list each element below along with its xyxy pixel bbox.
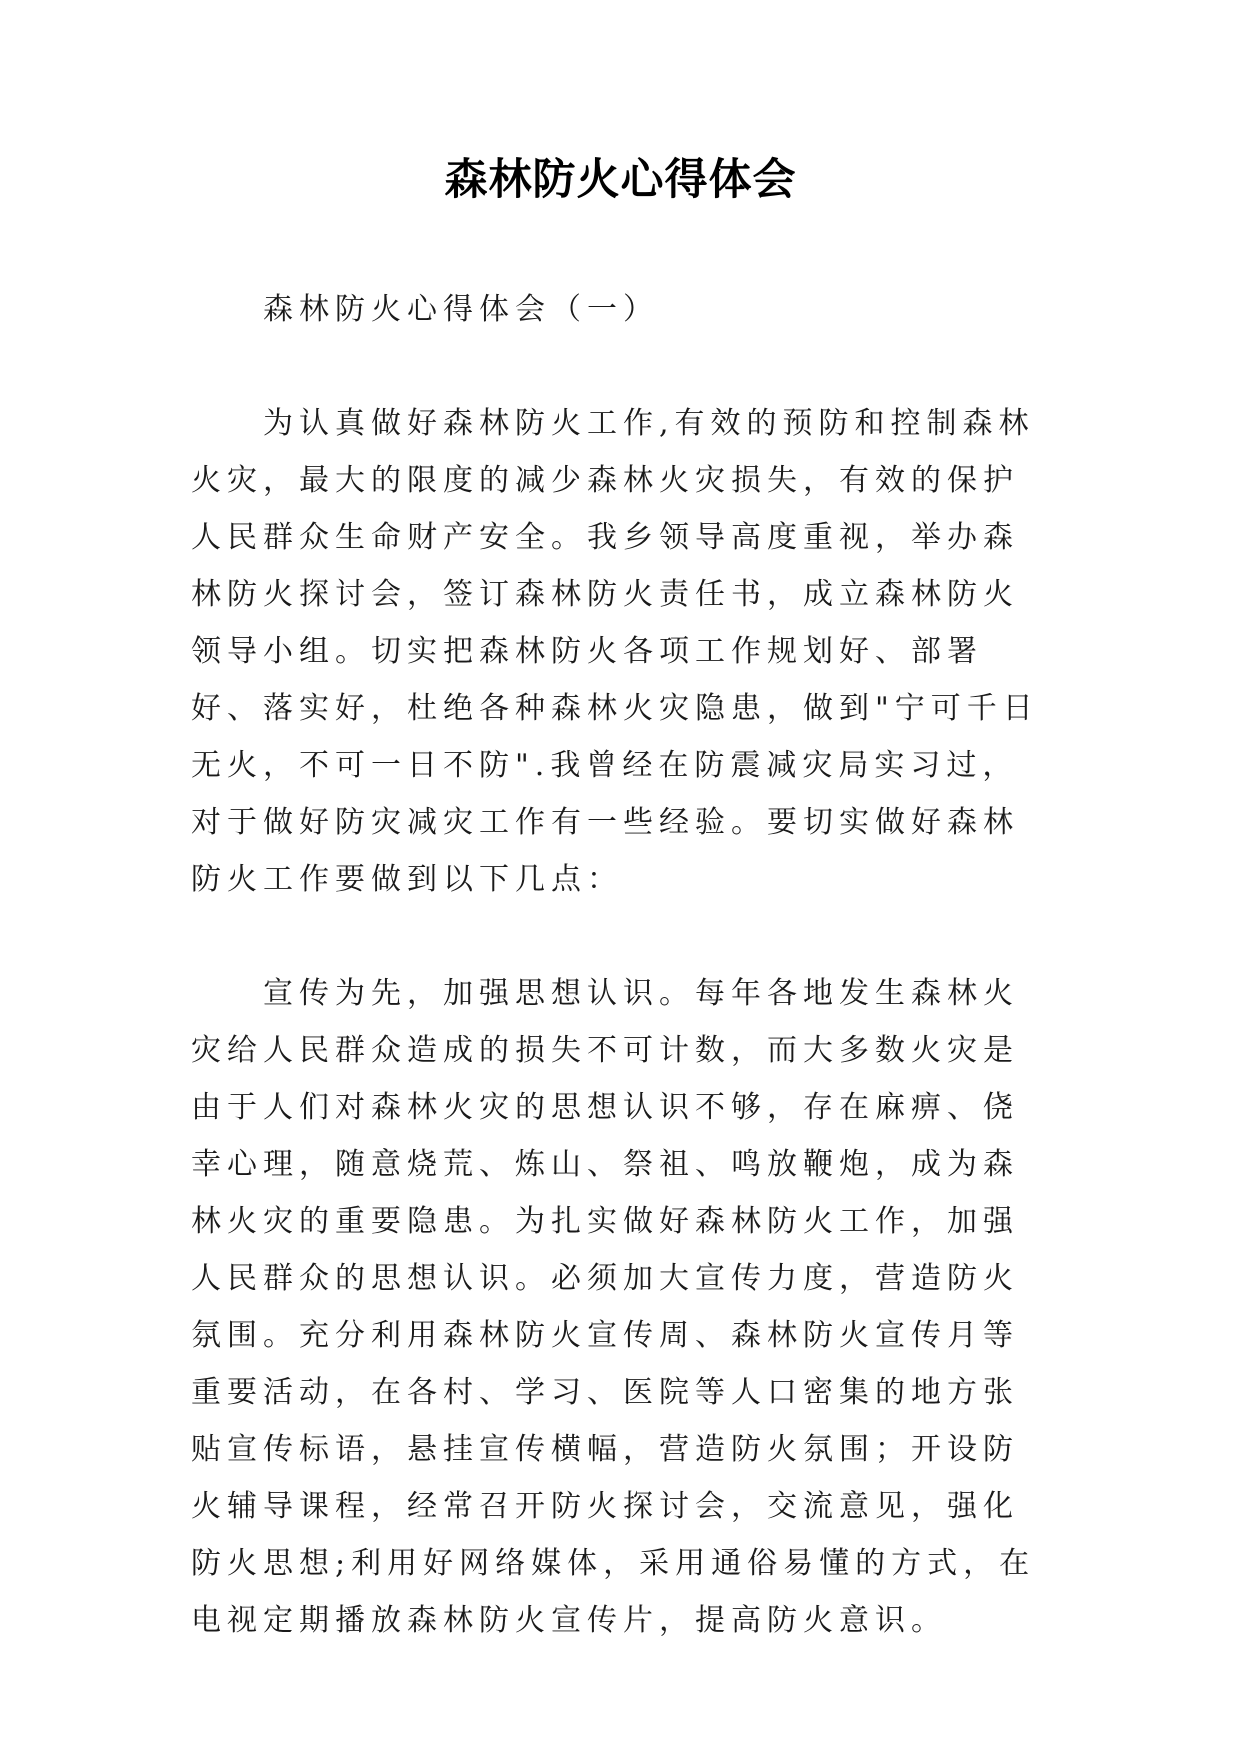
paragraph-publicity: 宣传为先，加强思想认识。每年各地发生森林火灾给人民群众造成的损失不可计数，而大多数火灾是由于人们对森林火灾的思想认识不够，存在麻痹、侥幸心理，随意烧荒、炼山、祭祖、鸣放鞭炮，成为森林火灾的重要隐患。为扎实做好森林防火工作，加强人民群众的思想认识。必须加大宣传力度，营造防火氛围。充分利用森林防火宣传周、森林防火宣传月等重要活动，在各村、学习、医院等人口密集的地方张贴宣传标语，悬挂宣传横幅，营造防火氛围；开设防火辅导课程，经常召开防火探讨会，交流意见，强化防火思想;利用好网络媒体，采用通俗易懂的方式，在电视定期播放森林防火宣传片，提高防火意识。 <box>191 976 1036 1638</box>
paragraph-intro: 为认真做好森林防火工作,有效的预防和控制森林火灾，最大的限度的减少森林火灾损失，有效的保护人民群众生命财产安全。我乡领导高度重视，举办森林防火探讨会，签订森林防火责任书，成立森林防火领导小组。切实把森林防火各项工作规划好、部署好、落实好，杜绝各种森林火灾隐患，做到"宁可千日无火，不可一日不防".我曾经在防震减灾局实习过，对于做好防灾减灾工作有一些经验。要切实做好森林防火工作要做到以下几点： <box>191 406 1039 897</box>
document-body <box>191 281 1051 1649</box>
section-heading: 森林防火心得体会（一） <box>263 292 659 327</box>
document-title: 森林防火心得体会 <box>444 155 797 205</box>
